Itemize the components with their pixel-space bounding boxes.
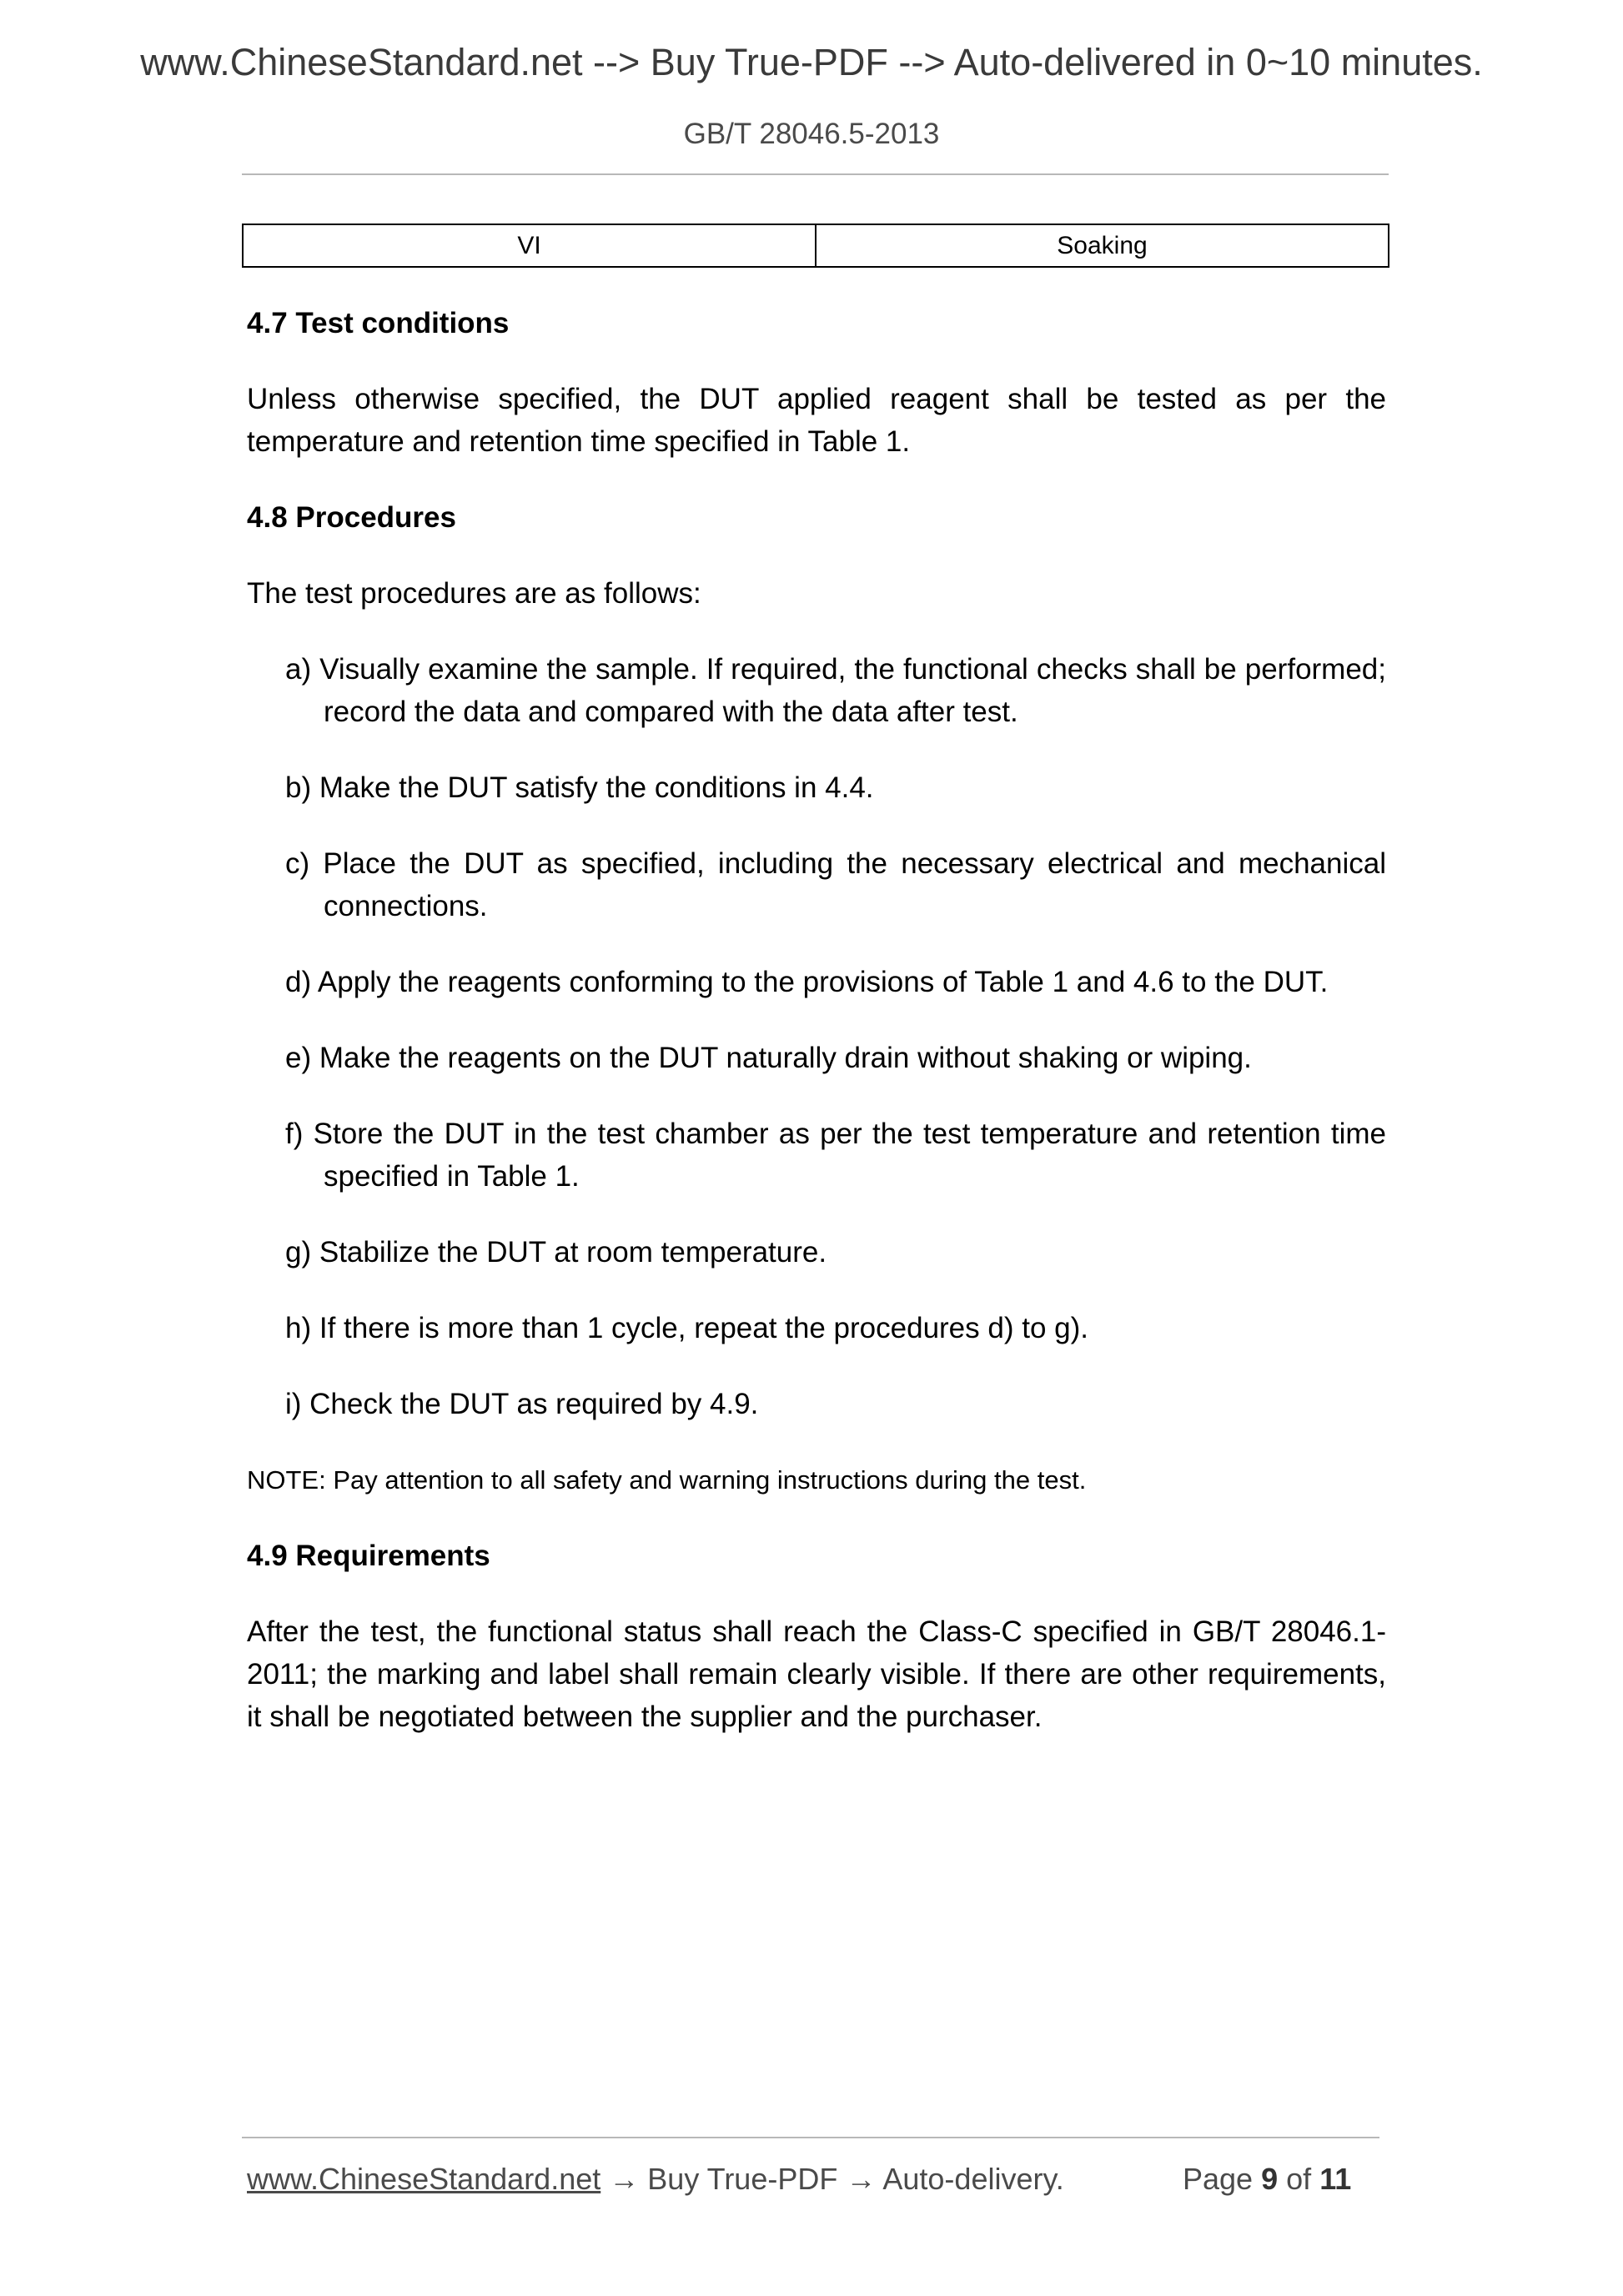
procedure-step-b: b) Make the DUT satisfy the conditions in 4.4.	[285, 771, 874, 804]
procedure-step-i: i) Check the DUT as required by 4.9.	[285, 1388, 759, 1420]
procedure-step-c: c) Place the DUT as specified, including the necessary electrical and mechanical connections.	[285, 847, 1386, 922]
table-cell-description: Soaking	[816, 224, 1389, 267]
arrow-right-icon: →	[846, 2162, 877, 2196]
procedure-step-e: e) Make the reagents on the DUT naturally drain without shaking or wiping.	[285, 1042, 1252, 1074]
page-of-label: of	[1286, 2162, 1312, 2196]
paragraph-procedures-intro: The test procedures are as follows:	[247, 577, 701, 610]
safety-note: NOTE: Pay attention to all safety and warning instructions during the test.	[247, 1465, 1087, 1495]
paragraph-requirements: After the test, the functional status shall reach the Class-C specified in GB/T 28046.1-2011; the marking and label shall remain clearly visible. If there are other requirements, it shall be negotiated between the supplier and the purchaser.	[247, 1615, 1386, 1733]
page-label: Page	[1183, 2162, 1254, 2196]
table-continuation	[242, 224, 1389, 268]
procedure-step-g: g) Stabilize the DUT at room temperature.	[285, 1236, 827, 1269]
page-total: 11	[1319, 2162, 1352, 2196]
footer-website-link[interactable]: www.ChineseStandard.net	[247, 2162, 601, 2196]
footer-divider	[242, 2137, 1379, 2138]
footer-promo	[247, 2160, 1064, 2199]
document-code: GB/T 28046.5-2013	[683, 118, 940, 150]
procedure-step-a: a) Visually examine the sample. If required, the functional checks shall be performed; record the data and compared with the data after test.	[285, 653, 1386, 728]
top-banner: www.ChineseStandard.net --> Buy True-PDF --> Auto-delivered in 0~10 minutes.	[140, 41, 1483, 83]
table-row	[243, 224, 1389, 267]
procedure-step-d: d) Apply the reagents conforming to the provisions of Table 1 and 4.6 to the DUT.	[285, 966, 1329, 998]
footer-buy-text: Buy True-PDF	[647, 2162, 838, 2196]
table-cell-code: VI	[243, 224, 816, 267]
header-divider	[242, 173, 1389, 175]
document-body	[247, 302, 1386, 1771]
page-current: 9	[1261, 2162, 1279, 2196]
heading-4-9: 4.9 Requirements	[247, 1540, 490, 1572]
paragraph-test-conditions: Unless otherwise specified, the DUT applied reagent shall be tested as per the temperature and retention time specified in Table 1.	[247, 383, 1386, 458]
procedure-step-h: h) If there is more than 1 cycle, repeat the procedures d) to g).	[285, 1312, 1088, 1344]
footer-delivery-text: Auto-delivery.	[882, 2162, 1064, 2196]
page-indicator	[1183, 2160, 1351, 2199]
arrow-right-icon: →	[609, 2162, 640, 2196]
heading-4-8: 4.8 Procedures	[247, 501, 456, 534]
procedure-step-f: f) Store the DUT in the test chamber as per the test temperature and retention time specified in Table 1.	[285, 1118, 1386, 1193]
heading-4-7: 4.7 Test conditions	[247, 307, 510, 339]
